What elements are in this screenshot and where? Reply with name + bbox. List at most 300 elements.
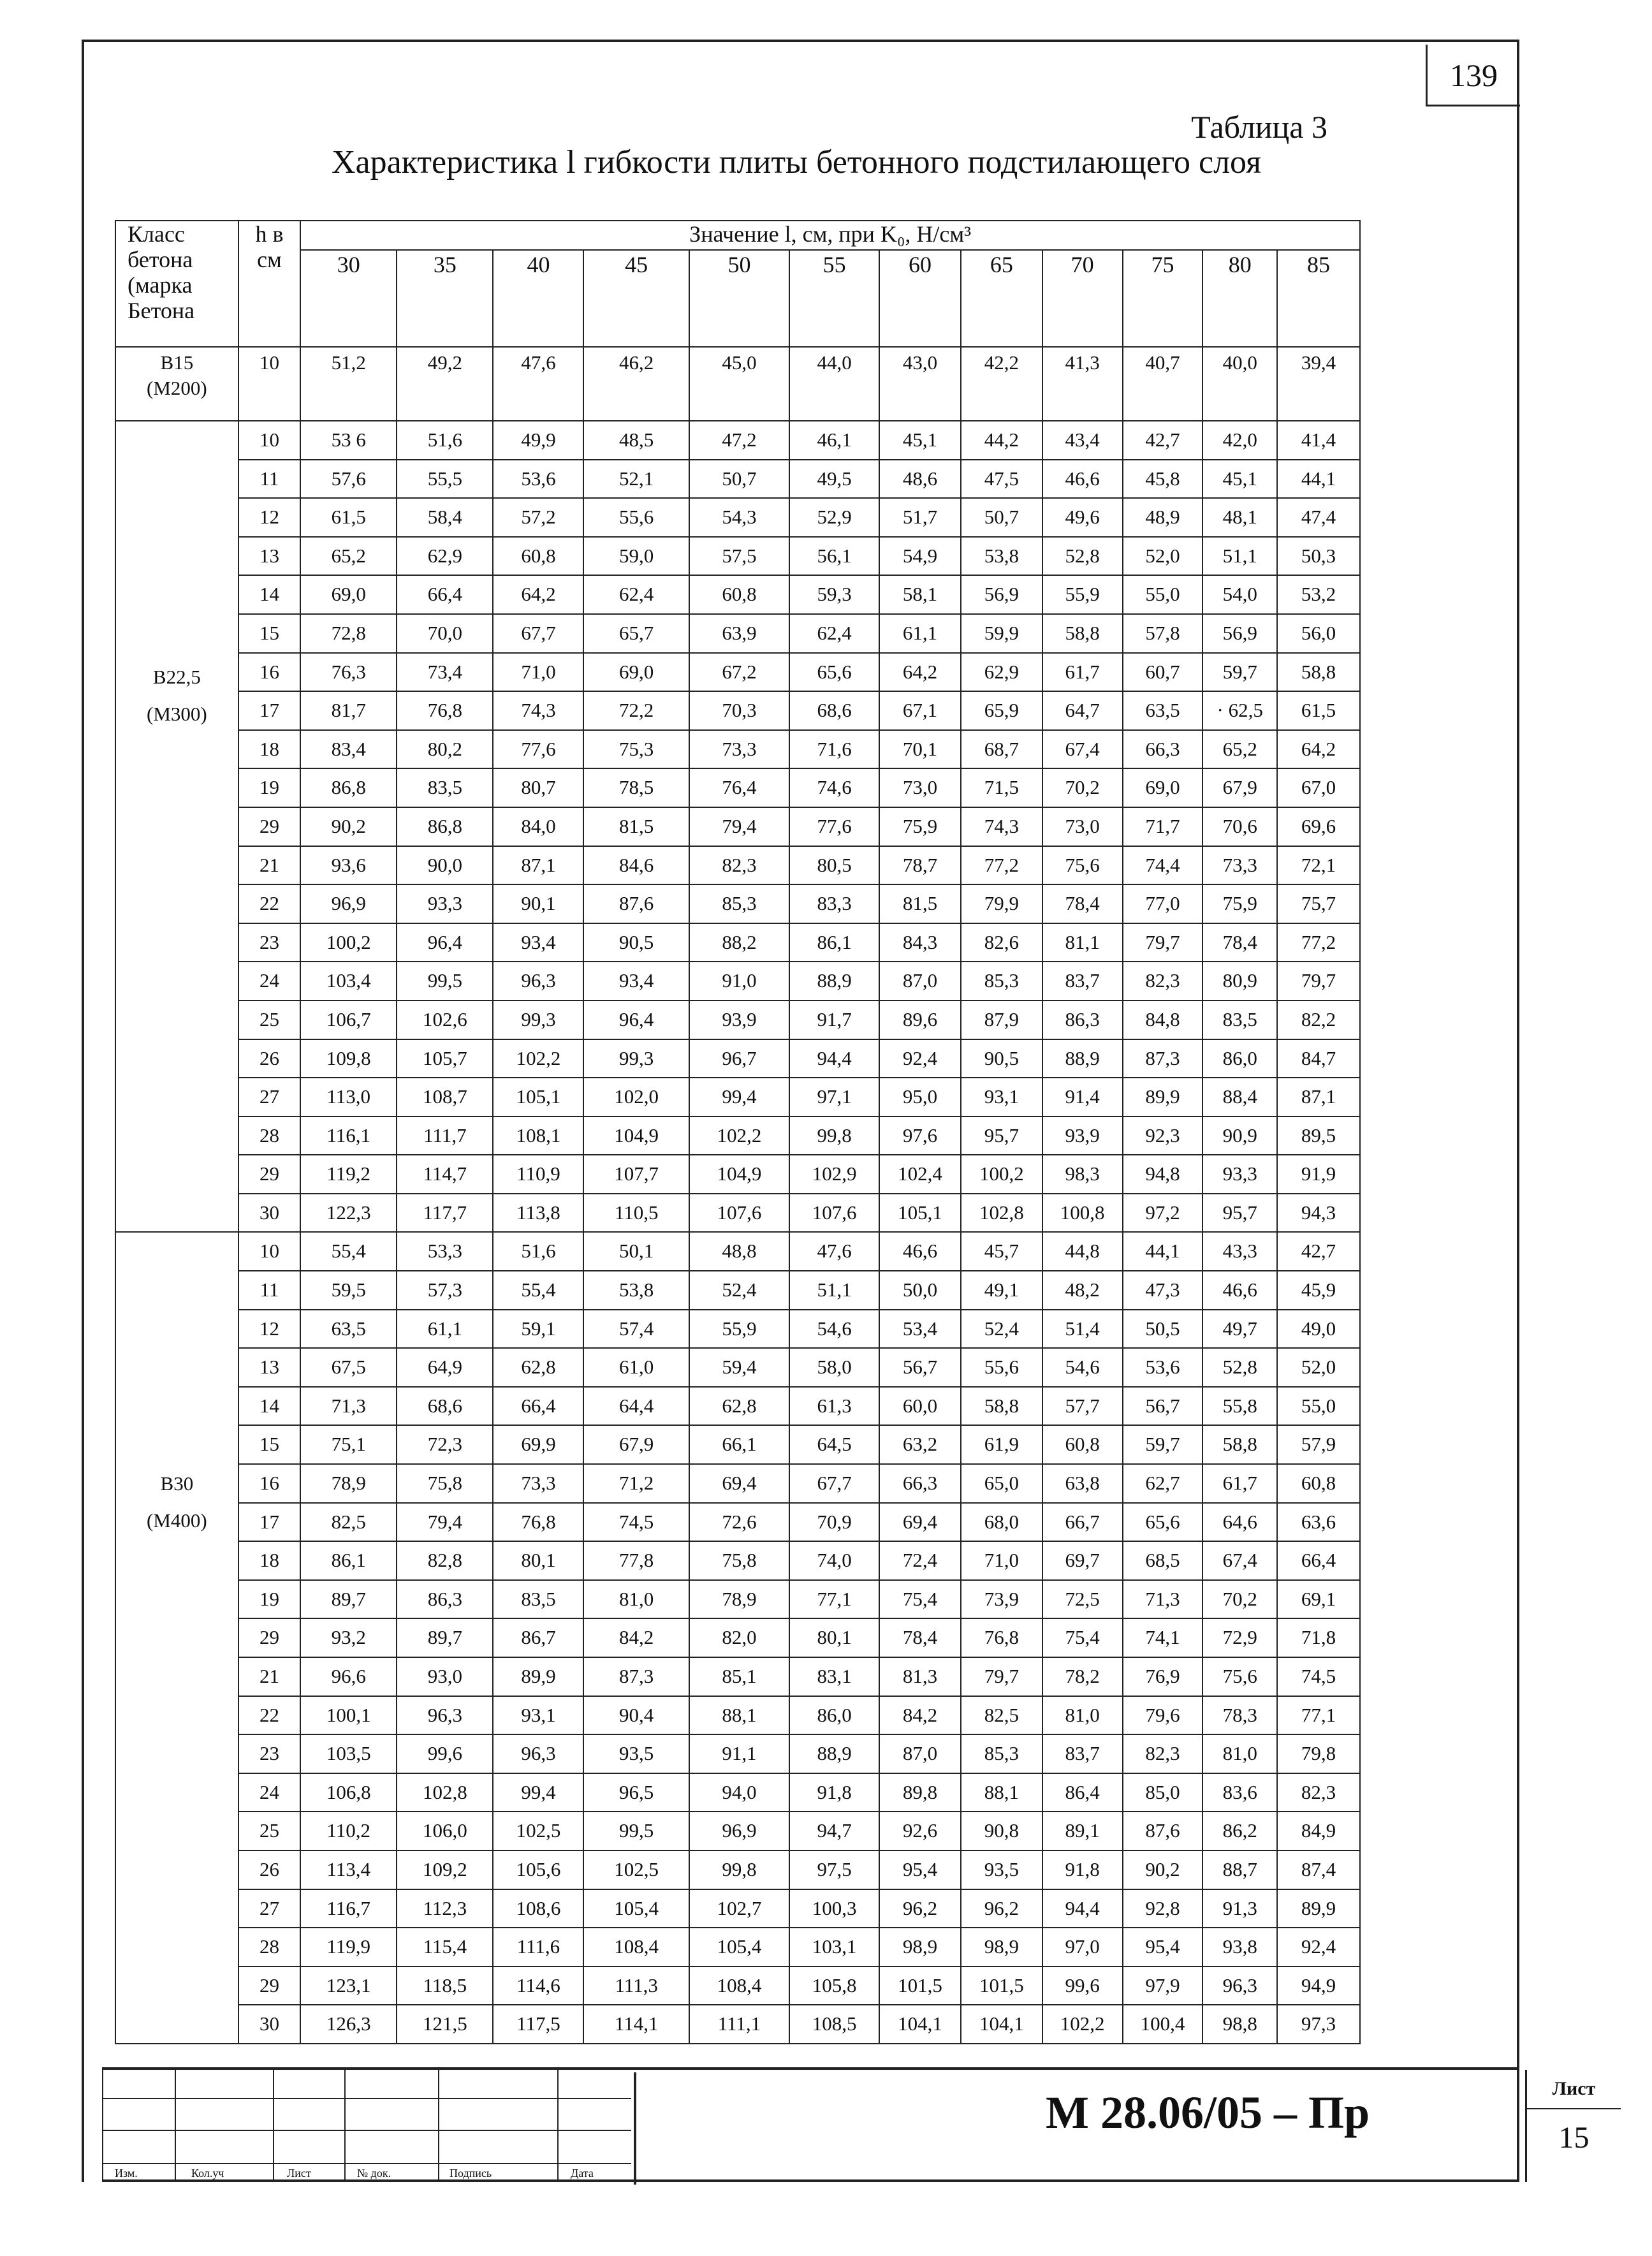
value-cell: 88,9 [789, 962, 879, 1000]
table-row [115, 1232, 1360, 1271]
value-cell: 72,2 [583, 691, 689, 730]
value-cell: 76,3 [300, 653, 397, 692]
value-cell: 106,0 [397, 1812, 493, 1850]
value-cell: 86,0 [1202, 1039, 1277, 1078]
value-cell: 59,7 [1123, 1425, 1203, 1464]
value-cell: 59,7 [1202, 653, 1277, 692]
value-cell: 56,9 [1202, 614, 1277, 653]
table-row [115, 1271, 1360, 1310]
h-cell: 29 [238, 1618, 300, 1657]
value-cell: 98,3 [1042, 1155, 1123, 1194]
value-cell: 76,8 [493, 1503, 583, 1542]
value-cell: 96,4 [397, 923, 493, 962]
value-cell: 95,4 [1123, 1928, 1203, 1967]
value-cell: 94,7 [789, 1812, 879, 1850]
value-cell: 97,2 [1123, 1194, 1203, 1233]
value-cell: 81,0 [1042, 1696, 1123, 1735]
h-cell: 12 [238, 498, 300, 537]
value-cell: 103,5 [300, 1734, 397, 1773]
table-row [115, 846, 1360, 885]
concrete-mark: (М300) [147, 703, 207, 725]
value-cell: 104,9 [689, 1155, 789, 1194]
value-cell: 79,7 [961, 1657, 1042, 1696]
value-cell: 93,4 [583, 962, 689, 1000]
table-row [115, 923, 1360, 962]
value-cell: 88,1 [961, 1773, 1042, 1812]
value-cell: 78,4 [1042, 884, 1123, 923]
value-cell: 90,5 [583, 923, 689, 962]
value-cell: 59,5 [300, 1271, 397, 1310]
value-cell: 58,8 [961, 1387, 1042, 1426]
value-cell: 99,6 [1042, 1967, 1123, 2005]
value-cell: 80,7 [493, 768, 583, 807]
value-cell: 94,9 [1277, 1967, 1360, 2005]
h-cell: 25 [238, 1812, 300, 1850]
value-cell: 81,0 [1202, 1734, 1277, 1773]
value-cell: 107,6 [689, 1194, 789, 1233]
value-cell: 111,6 [493, 1928, 583, 1967]
value-cell: 82,3 [1277, 1773, 1360, 1812]
value-cell: 43,4 [1042, 421, 1123, 460]
value-cell: 87,4 [1277, 1850, 1360, 1889]
value-cell: 117,7 [397, 1194, 493, 1233]
value-cell: 57,2 [493, 498, 583, 537]
value-cell: 52,1 [583, 460, 689, 499]
value-cell: 80,5 [789, 846, 879, 885]
value-cell: 65,0 [961, 1464, 1042, 1503]
value-cell: 50,5 [1123, 1310, 1203, 1349]
value-cell: 69,6 [1277, 807, 1360, 846]
value-cell: 86,4 [1042, 1773, 1123, 1812]
value-cell: 84,9 [1277, 1812, 1360, 1850]
value-cell: 71,0 [493, 653, 583, 692]
value-cell: 73,9 [961, 1580, 1042, 1619]
value-cell: 47,4 [1277, 498, 1360, 537]
h-cell: 15 [238, 614, 300, 653]
value-cell: 90,5 [961, 1039, 1042, 1078]
value-cell: 88,4 [1202, 1078, 1277, 1117]
value-cell: 49,7 [1202, 1310, 1277, 1349]
value-cell: 67,4 [1042, 730, 1123, 769]
h-cell: 18 [238, 1541, 300, 1580]
value-cell: 75,9 [1202, 884, 1277, 923]
value-cell: 48,6 [879, 460, 961, 499]
value-cell: 74,0 [789, 1541, 879, 1580]
label-kol-uch: Кол.уч [191, 2167, 224, 2179]
value-cell: 74,5 [1277, 1657, 1360, 1696]
table-row [115, 1194, 1360, 1233]
value-cell: 73,4 [397, 653, 493, 692]
value-cell: 94,4 [789, 1039, 879, 1078]
value-cell: 102,6 [397, 1000, 493, 1039]
value-cell: 114,1 [583, 2005, 689, 2044]
value-cell: 92,4 [1277, 1928, 1360, 1967]
value-cell: 65,2 [300, 537, 397, 576]
value-cell: 60,8 [1042, 1425, 1123, 1464]
value-cell: 46,2 [583, 347, 689, 421]
value-cell: 54,6 [1042, 1348, 1123, 1387]
table-row [115, 1967, 1360, 2005]
value-cell: 88,2 [689, 923, 789, 962]
table-row [115, 768, 1360, 807]
value-cell: 94,3 [1277, 1194, 1360, 1233]
table-row [115, 575, 1360, 614]
value-cell: 75,8 [397, 1464, 493, 1503]
value-cell: 82,5 [961, 1696, 1042, 1735]
value-cell: 110,5 [583, 1194, 689, 1233]
value-cell: 56,1 [789, 537, 879, 576]
k-value-header: 55 [789, 250, 879, 347]
value-cell: 56,9 [961, 575, 1042, 614]
value-cell: 105,7 [397, 1039, 493, 1078]
value-cell: 122,3 [300, 1194, 397, 1233]
table-number: Таблица 3 [1191, 109, 1327, 145]
value-cell: 81,7 [300, 691, 397, 730]
value-cell: 106,7 [300, 1000, 397, 1039]
value-cell: 68,7 [961, 730, 1042, 769]
value-cell: 118,5 [397, 1967, 493, 2005]
value-cell: 78,4 [1202, 923, 1277, 962]
value-cell: 102,5 [583, 1850, 689, 1889]
value-cell: 61,1 [879, 614, 961, 653]
value-cell: 108,6 [493, 1889, 583, 1928]
h-cell: 11 [238, 1271, 300, 1310]
value-cell: 70,0 [397, 614, 493, 653]
value-cell: 105,1 [493, 1078, 583, 1117]
value-cell: 89,7 [397, 1618, 493, 1657]
value-cell: 94,0 [689, 1773, 789, 1812]
value-cell: 75,3 [583, 730, 689, 769]
value-cell: 88,9 [789, 1734, 879, 1773]
value-cell: 97,5 [789, 1850, 879, 1889]
value-cell: 93,9 [1042, 1117, 1123, 1155]
value-cell: 101,5 [879, 1967, 961, 2005]
page-sheet-number: 139 [1426, 45, 1520, 106]
value-cell: 84,8 [1123, 1000, 1203, 1039]
sheet-box [1525, 2070, 1621, 2182]
value-cell: 79,7 [1277, 962, 1360, 1000]
value-cell: 62,4 [583, 575, 689, 614]
value-cell: 67,5 [300, 1348, 397, 1387]
value-cell: 71,5 [961, 768, 1042, 807]
value-cell: 96,2 [879, 1889, 961, 1928]
value-cell: 91,3 [1202, 1889, 1277, 1928]
value-cell: 49,6 [1042, 498, 1123, 537]
value-cell: 50,7 [689, 460, 789, 499]
value-cell: 72,9 [1202, 1618, 1277, 1657]
table-row [115, 962, 1360, 1000]
value-cell: 94,4 [1042, 1889, 1123, 1928]
value-cell: 53 6 [300, 421, 397, 460]
value-cell: 53,4 [879, 1310, 961, 1349]
value-cell: 89,8 [879, 1773, 961, 1812]
value-cell: 53,6 [1123, 1348, 1203, 1387]
value-cell: 84,2 [879, 1696, 961, 1735]
k-value-header: 50 [689, 250, 789, 347]
value-cell: 108,4 [689, 1967, 789, 2005]
k-value-header: 80 [1202, 250, 1277, 347]
value-cell: 78,3 [1202, 1696, 1277, 1735]
h-cell: 23 [238, 1734, 300, 1773]
value-cell: 91,7 [789, 1000, 879, 1039]
value-cell: 47,5 [961, 460, 1042, 499]
value-cell: 45,8 [1123, 460, 1203, 499]
value-cell: 93,8 [1202, 1928, 1277, 1967]
value-cell: 81,1 [1042, 923, 1123, 962]
value-cell: 40,0 [1202, 347, 1277, 421]
value-cell: 70,3 [689, 691, 789, 730]
value-cell: 78,5 [583, 768, 689, 807]
value-cell: 71,2 [583, 1464, 689, 1503]
value-cell: 100,4 [1123, 2005, 1203, 2044]
value-cell: 92,6 [879, 1812, 961, 1850]
value-cell: 77,1 [789, 1580, 879, 1619]
value-cell: 105,4 [583, 1889, 689, 1928]
h-cell: 24 [238, 1773, 300, 1812]
h-cell: 22 [238, 1696, 300, 1735]
document-code: М 28.06/05 – Пр [634, 2072, 1514, 2185]
value-cell: 66,4 [1277, 1541, 1360, 1580]
value-cell: 41,3 [1042, 347, 1123, 421]
value-cell: 87,3 [583, 1657, 689, 1696]
value-cell: 85,3 [961, 1734, 1042, 1773]
h-cell: 10 [238, 347, 300, 421]
label-signature: Подпись [450, 2167, 492, 2179]
value-cell: 108,7 [397, 1078, 493, 1117]
h-cell: 21 [238, 1657, 300, 1696]
value-cell: 75,6 [1202, 1657, 1277, 1696]
h-cell: 27 [238, 1078, 300, 1117]
value-cell: 107,6 [789, 1194, 879, 1233]
value-cell: 84,3 [879, 923, 961, 962]
value-cell: 102,2 [493, 1039, 583, 1078]
value-cell: 87,1 [493, 846, 583, 885]
value-cell: 47,3 [1123, 1271, 1203, 1310]
value-cell: 83,6 [1202, 1773, 1277, 1812]
table-row [115, 1618, 1360, 1657]
value-cell: 61,7 [1202, 1464, 1277, 1503]
value-cell: 104,1 [879, 2005, 961, 2044]
value-cell: 74,4 [1123, 846, 1203, 885]
value-cell: 67,7 [789, 1464, 879, 1503]
value-cell: 62,8 [689, 1387, 789, 1426]
value-cell: 74,5 [583, 1503, 689, 1542]
table-row [115, 1503, 1360, 1542]
value-cell: 89,6 [879, 1000, 961, 1039]
value-cell: 102,5 [493, 1812, 583, 1850]
value-cell: 54,9 [879, 537, 961, 576]
value-cell: 52,4 [961, 1310, 1042, 1349]
value-cell: 54,3 [689, 498, 789, 537]
value-cell: 68,6 [789, 691, 879, 730]
value-cell: 88,7 [1202, 1850, 1277, 1889]
value-cell: 60,8 [493, 537, 583, 576]
value-cell: 52,0 [1123, 537, 1203, 576]
table-row [115, 1155, 1360, 1194]
value-cell: 111,1 [689, 2005, 789, 2044]
value-cell: 102,2 [689, 1117, 789, 1155]
value-cell: 96,9 [689, 1812, 789, 1850]
value-cell: 57,7 [1042, 1387, 1123, 1426]
k-value-header: 75 [1123, 250, 1203, 347]
value-cell: 110,9 [493, 1155, 583, 1194]
value-cell: 67,9 [1202, 768, 1277, 807]
value-cell: 69,1 [1277, 1580, 1360, 1619]
value-cell: 67,7 [493, 614, 583, 653]
value-cell: 82,8 [397, 1541, 493, 1580]
table-row [115, 653, 1360, 692]
value-cell: 70,2 [1042, 768, 1123, 807]
value-cell: 102,9 [789, 1155, 879, 1194]
value-cell: 45,1 [1202, 460, 1277, 499]
value-cell: 71,8 [1277, 1618, 1360, 1657]
table-row [115, 691, 1360, 730]
value-cell: 91,8 [789, 1773, 879, 1812]
value-cell: 114,7 [397, 1155, 493, 1194]
value-cell: 61,0 [583, 1348, 689, 1387]
value-cell: 104,9 [583, 1117, 689, 1155]
value-cell: 76,4 [689, 768, 789, 807]
value-cell: 76,9 [1123, 1657, 1203, 1696]
table-row [115, 537, 1360, 576]
value-cell: 49,0 [1277, 1310, 1360, 1349]
value-cell: 84,0 [493, 807, 583, 846]
table-row [115, 1580, 1360, 1619]
k-value-header: 35 [397, 250, 493, 347]
value-cell: 58,8 [1042, 614, 1123, 653]
value-cell: 72,5 [1042, 1580, 1123, 1619]
value-cell: · 62,5 [1202, 691, 1277, 730]
value-cell: 50,3 [1277, 537, 1360, 576]
value-cell: 79,9 [961, 884, 1042, 923]
value-cell: 91,0 [689, 962, 789, 1000]
value-cell: 90,1 [493, 884, 583, 923]
h-cell: 25 [238, 1000, 300, 1039]
value-cell: 99,5 [397, 962, 493, 1000]
value-cell: 58,0 [789, 1348, 879, 1387]
value-cell: 57,6 [300, 460, 397, 499]
table-row [115, 1928, 1360, 1967]
value-cell: 112,3 [397, 1889, 493, 1928]
value-cell: 73,3 [689, 730, 789, 769]
value-cell: 99,6 [397, 1734, 493, 1773]
table-row [115, 1039, 1360, 1078]
h-cell: 17 [238, 1503, 300, 1542]
value-cell: 91,9 [1277, 1155, 1360, 1194]
value-cell: 46,6 [1202, 1271, 1277, 1310]
value-cell: 121,5 [397, 2005, 493, 2044]
value-cell: 97,9 [1123, 1967, 1203, 2005]
value-cell: 102,0 [583, 1078, 689, 1117]
value-cell: 69,4 [689, 1464, 789, 1503]
h-cell: 23 [238, 923, 300, 962]
table-row [115, 1889, 1360, 1928]
value-cell: 47,2 [689, 421, 789, 460]
value-cell: 61,1 [397, 1310, 493, 1349]
value-cell: 86,1 [300, 1541, 397, 1580]
value-cell: 91,4 [1042, 1078, 1123, 1117]
value-cell: 64,7 [1042, 691, 1123, 730]
concrete-mark: (М200) [147, 377, 207, 399]
value-cell: 77,2 [1277, 923, 1360, 962]
value-cell: 116,7 [300, 1889, 397, 1928]
value-cell: 89,5 [1277, 1117, 1360, 1155]
table-row [115, 1850, 1360, 1889]
value-cell: 66,3 [1123, 730, 1203, 769]
value-cell: 50,7 [961, 498, 1042, 537]
value-cell: 53,3 [397, 1232, 493, 1271]
value-cell: 72,6 [689, 1503, 789, 1542]
value-cell: 78,7 [879, 846, 961, 885]
value-cell: 76,8 [397, 691, 493, 730]
value-cell: 92,8 [1123, 1889, 1203, 1928]
value-cell: 88,1 [689, 1696, 789, 1735]
table-row [115, 1541, 1360, 1580]
value-cell: 52,8 [1202, 1348, 1277, 1387]
value-cell: 99,4 [493, 1773, 583, 1812]
value-cell: 52,9 [789, 498, 879, 537]
sheet-value: 15 [1558, 2121, 1590, 2155]
value-cell: 87,0 [879, 962, 961, 1000]
table-row [115, 1078, 1360, 1117]
value-cell: 87,1 [1277, 1078, 1360, 1117]
value-cell: 119,9 [300, 1928, 397, 1967]
h-cell: 27 [238, 1889, 300, 1928]
value-cell: 55,5 [397, 460, 493, 499]
value-cell: 83,5 [493, 1580, 583, 1619]
value-cell: 57,8 [1123, 614, 1203, 653]
h-cell: 16 [238, 653, 300, 692]
concrete-class: В15 [160, 351, 194, 374]
value-cell: 71,3 [1123, 1580, 1203, 1619]
value-cell: 83,7 [1042, 962, 1123, 1000]
value-cell: 67,4 [1202, 1541, 1277, 1580]
value-cell: 61,9 [961, 1425, 1042, 1464]
value-cell: 86,2 [1202, 1812, 1277, 1850]
k-value-header: 45 [583, 250, 689, 347]
value-cell: 57,4 [583, 1310, 689, 1349]
value-cell: 98,8 [1202, 2005, 1277, 2044]
value-cell: 95,7 [1202, 1194, 1277, 1233]
value-cell: 60,7 [1123, 653, 1203, 692]
value-cell: 55,8 [1202, 1387, 1277, 1426]
value-cell: 108,1 [493, 1117, 583, 1155]
value-cell: 45,0 [689, 347, 789, 421]
k-value-header: 60 [879, 250, 961, 347]
value-cell: 79,7 [1123, 923, 1203, 962]
value-cell: 51,1 [1202, 537, 1277, 576]
value-cell: 83,5 [397, 768, 493, 807]
value-cell: 113,4 [300, 1850, 397, 1889]
value-cell: 45,7 [961, 1232, 1042, 1271]
value-cell: 69,4 [879, 1503, 961, 1542]
value-cell: 93,6 [300, 846, 397, 885]
value-cell: 96,3 [493, 962, 583, 1000]
value-cell: 77,8 [583, 1541, 689, 1580]
value-cell: 100,8 [1042, 1194, 1123, 1233]
value-cell: 77,2 [961, 846, 1042, 885]
value-cell: 66,4 [397, 575, 493, 614]
value-cell: 58,4 [397, 498, 493, 537]
value-cell: 96,5 [583, 1773, 689, 1812]
value-cell: 69,0 [300, 575, 397, 614]
value-cell: 50,1 [583, 1232, 689, 1271]
value-cell: 66,4 [493, 1387, 583, 1426]
value-cell: 93,2 [300, 1618, 397, 1657]
value-cell: 72,8 [300, 614, 397, 653]
h-cell: 26 [238, 1039, 300, 1078]
value-cell: 59,1 [493, 1310, 583, 1349]
